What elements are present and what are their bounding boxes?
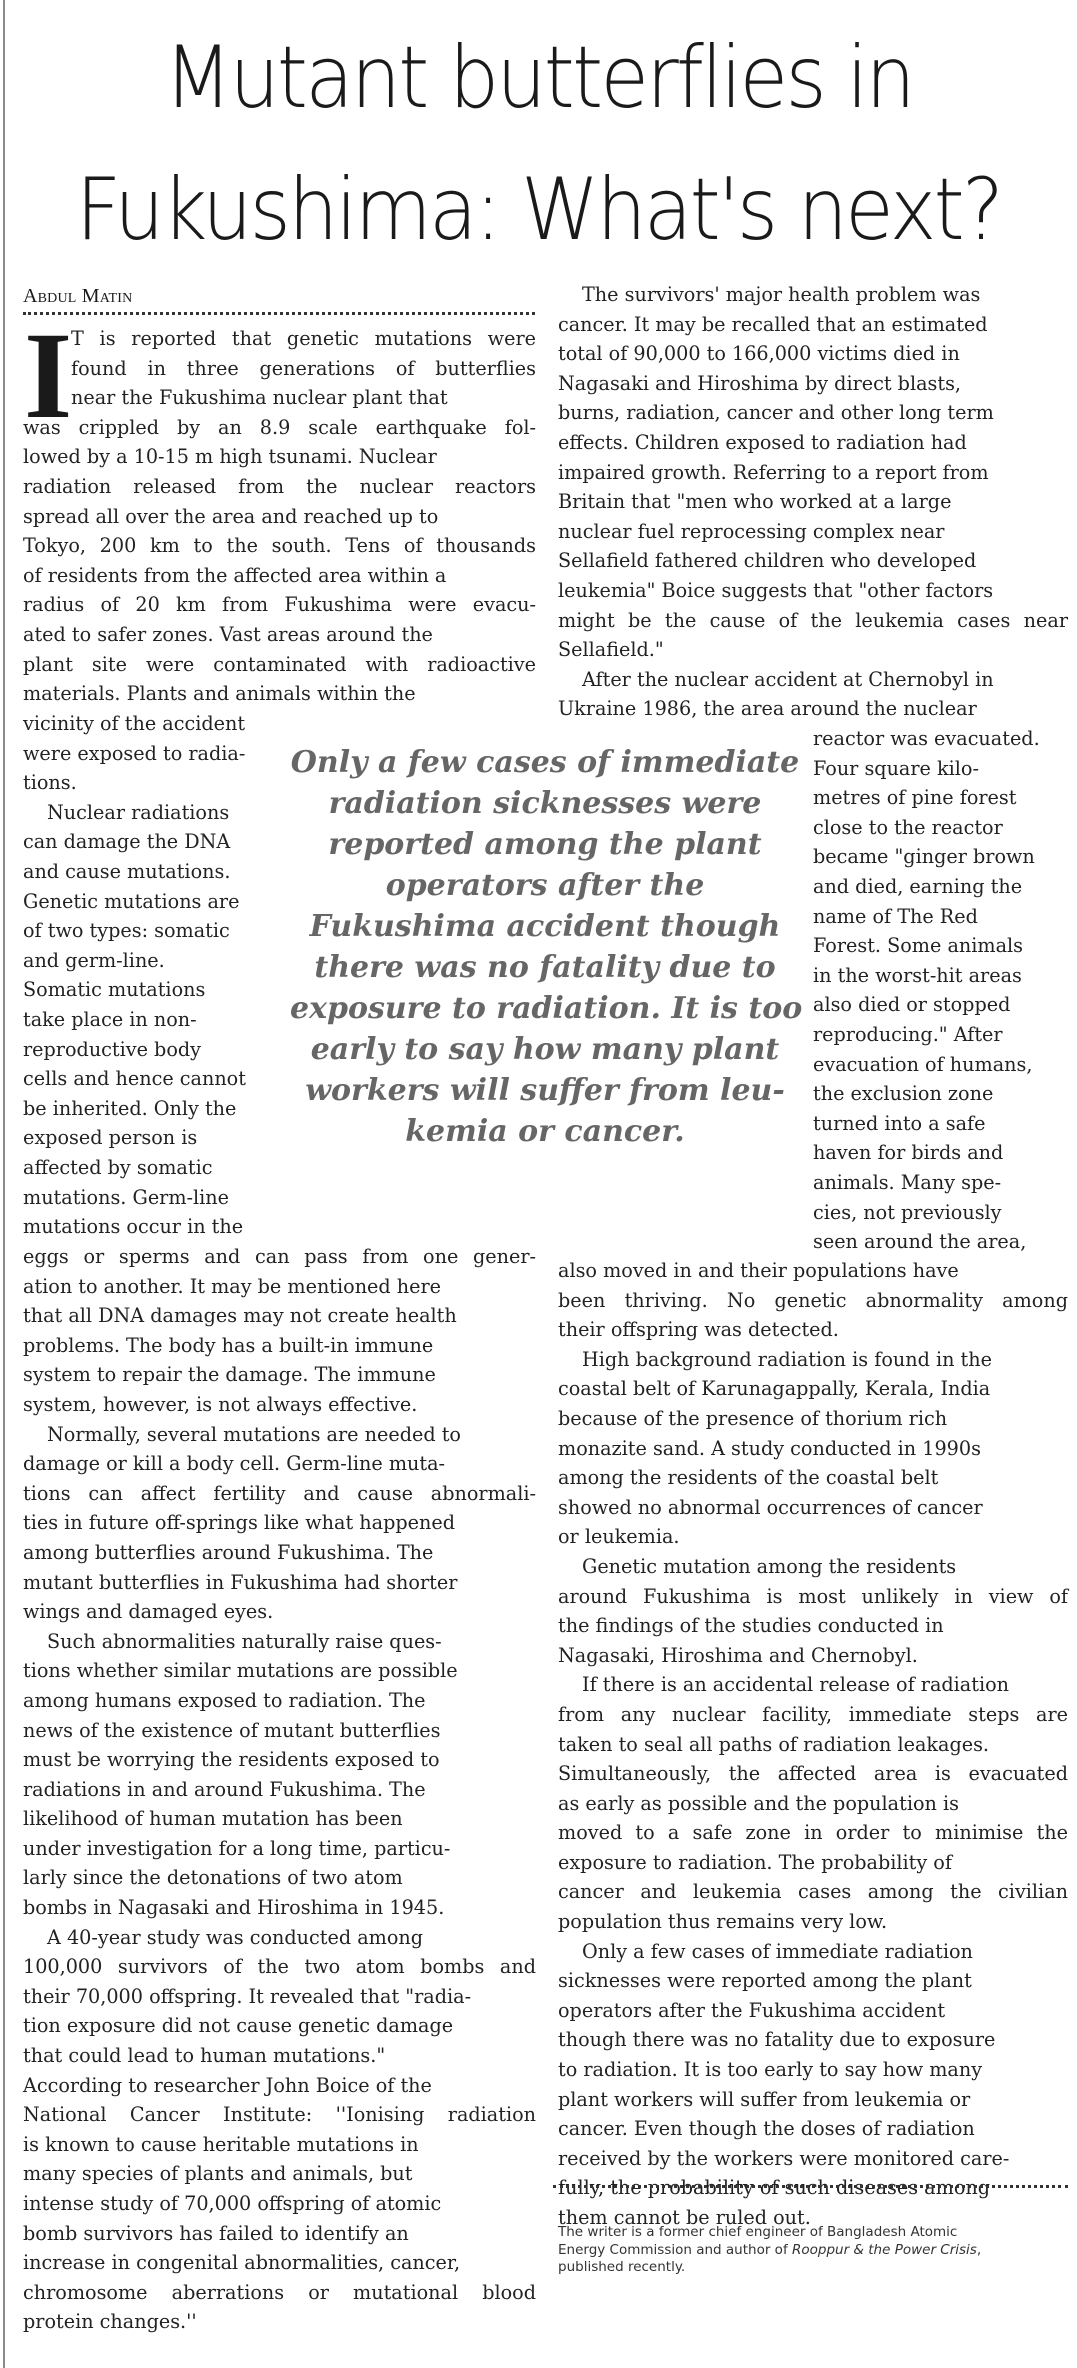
- text-line: chromosome aberrations or mutational blood: [23, 2280, 536, 2304]
- text-line: system to repair the damage. The immune: [23, 1363, 436, 1387]
- text-line: among the residents of the coastal belt: [558, 1466, 939, 1490]
- text-line: If there is an accidental release of radiation: [582, 1673, 1009, 1697]
- pull-quote-line: operators after the: [385, 868, 705, 903]
- text-line: seen around the area,: [813, 1230, 1027, 1254]
- text-line: reproducing." After: [813, 1022, 1003, 1046]
- text-line: lowed by a 10-15 m high tsunami. Nuclear: [23, 445, 437, 469]
- text-line: total of 90,000 to 166,000 victims died in: [558, 342, 960, 366]
- headline-line-1: Mutant butterflies in: [164, 28, 913, 128]
- text-line: increase in congenital abnormalities, cancer,: [23, 2251, 461, 2275]
- author-footnote: [558, 2224, 1068, 2277]
- text-line: radiation released from the nuclear reactors: [23, 474, 536, 498]
- text-line: mutations. Germ-line: [23, 1185, 230, 1209]
- text-line: of two types: somatic: [23, 919, 230, 943]
- column-2-top: [558, 280, 1068, 724]
- text-line: High background radiation is found in the: [582, 1347, 992, 1371]
- text-line: the exclusion zone: [813, 1082, 994, 1106]
- text-line: cies, not previously: [813, 1200, 1002, 1224]
- text-line: coastal belt of Karunagappally, Kerala, India: [558, 1377, 991, 1401]
- text-line: as early as possible and the population is: [558, 1791, 959, 1815]
- pull-quote-line: reported among the plant: [328, 827, 762, 862]
- text-line: around Fukushima is most unlikely in view of: [558, 1584, 1068, 1608]
- headline-line-2: Fukushima: What's next?: [75, 160, 1002, 260]
- text-line: radiations in and around Fukushima. The: [23, 1777, 426, 1801]
- text-line: Ukraine 1986, the area around the nuclear: [558, 697, 977, 721]
- text-line: were exposed to radia-: [23, 741, 246, 765]
- text-line: name of The Red: [813, 904, 978, 928]
- text-line: ated to safer zones. Vast areas around the: [23, 622, 433, 646]
- text-line: Britain that "men who worked at a large: [558, 490, 952, 514]
- text-line: also moved in and their populations have: [558, 1259, 959, 1282]
- text-line: and germ-line.: [23, 948, 165, 972]
- page-left-rule: [3, 0, 5, 2368]
- text-line: fully, the probability of such diseases among: [558, 2176, 991, 2200]
- text-line: vicinity of the accident: [23, 712, 246, 735]
- text-line: news of the existence of mutant butterflies: [23, 1718, 441, 1742]
- text-line: tion exposure did not cause genetic damage: [23, 2014, 454, 2038]
- text-line: Sellafield fathered children who developed: [558, 549, 977, 573]
- text-line: likelihood of human mutation has been: [23, 1807, 403, 1831]
- text-line: can damage the DNA: [23, 830, 231, 854]
- text-line: exposure to radiation. The probability of: [558, 1850, 952, 1874]
- text-line: mutations occur in the: [23, 1215, 244, 1239]
- text-line: in the worst-hit areas: [813, 963, 1022, 987]
- text-line: Forest. Some animals: [813, 934, 1023, 958]
- text-line: After the nuclear accident at Chernobyl in: [582, 667, 994, 691]
- text-line: among humans exposed to radiation. The: [23, 1688, 426, 1712]
- text-line: them cannot be ruled out.: [558, 2206, 811, 2229]
- column-1-bottom: [23, 1242, 536, 2337]
- text-line: or leukemia.: [558, 1525, 680, 1549]
- text-line: affected by somatic: [23, 1155, 213, 1179]
- text-line: effects. Children exposed to radiation had: [558, 430, 967, 454]
- text-line: wings and damaged eyes.: [23, 1600, 274, 1624]
- text-line: burns, radiation, cancer and other long term: [558, 401, 994, 425]
- pull-quote-line: early to say how many plant: [310, 1032, 780, 1067]
- text-line: system, however, is not always effective.: [23, 1392, 418, 1416]
- text-line: that all DNA damages may not create health: [23, 1304, 457, 1328]
- text-line: sicknesses were reported among the plant: [558, 1969, 972, 1993]
- footnote-line: The writer is a former chief engineer of Bangladesh Atomic: [558, 2224, 958, 2240]
- text-line: radius of 20 km from Fukushima were evacu-: [23, 593, 536, 617]
- text-line: to radiation. It is too early to say how many: [558, 2058, 983, 2082]
- text-line: materials. Plants and animals within the: [23, 682, 416, 706]
- text-line: taken to seal all paths of radiation leakages.: [558, 1732, 990, 1756]
- pull-quote-line: Fukushima accident though: [309, 909, 781, 944]
- text-line: be inherited. Only the: [23, 1096, 237, 1120]
- text-line: might be the cause of the leukemia cases near: [558, 608, 1068, 632]
- text-line: must be worrying the residents exposed to: [23, 1748, 440, 1772]
- footnote-text: Energy Commission and author of: [558, 2241, 792, 2258]
- byline: Abdul Matin: [23, 285, 133, 307]
- text-line: Tokyo, 200 km to the south. Tens of thousands: [23, 534, 536, 558]
- text-line: Genetic mutation among the residents: [582, 1554, 957, 1578]
- text-line: Four square kilo-: [813, 756, 979, 780]
- text-line: spread all over the area and reached up to: [23, 504, 439, 528]
- text-line: their offspring was detected.: [558, 1318, 839, 1342]
- text-line: nuclear fuel reprocessing complex near: [558, 519, 945, 543]
- headline: [43, 12, 1034, 276]
- text-line: reproductive body: [23, 1037, 202, 1061]
- text-line: 100,000 survivors of the two atom bombs and: [23, 1955, 536, 1979]
- footnote-line: published recently.: [558, 2259, 686, 2275]
- column-1-top: [23, 307, 536, 709]
- text-line: Somatic mutations: [23, 978, 206, 1002]
- text-line: is known to cause heritable mutations in: [23, 2132, 419, 2156]
- text-line: eggs or sperms and can pass from one gener-: [23, 1245, 536, 1268]
- text-line: cancer. Even though the doses of radiation: [558, 2117, 975, 2141]
- text-line: plant site were contaminated with radioactive: [23, 652, 536, 676]
- text-line: close to the reactor: [813, 815, 1003, 839]
- book-title: Rooppur & the Power Crisis: [792, 2241, 977, 2258]
- text-line: According to researcher John Boice of the: [23, 2073, 432, 2097]
- text-line: moved to a safe zone in order to minimise the: [558, 1821, 1068, 1845]
- column-2-narrow: [813, 724, 1075, 1257]
- text-line: and cause mutations.: [23, 859, 231, 883]
- text-line: though there was no fatality due to exposure: [558, 2028, 996, 2052]
- text-line: found in three generations of butterflies: [71, 356, 536, 380]
- column-1-narrow: [23, 709, 283, 1242]
- text-line: under investigation for a long time, particu-: [23, 1836, 451, 1860]
- text-line: tions whether similar mutations are possible: [23, 1659, 458, 1683]
- text-line: T is reported that genetic mutations were: [71, 327, 536, 350]
- drop-cap: I: [24, 307, 73, 444]
- text-line: the findings of the studies conducted in: [558, 1614, 944, 1638]
- text-line: Nagasaki and Hiroshima by direct blasts,: [558, 371, 962, 395]
- text-line: protein changes.'': [23, 2310, 197, 2334]
- text-line: because of the presence of thorium rich: [558, 1406, 948, 1430]
- text-line: Normally, several mutations are needed to: [47, 1422, 461, 1446]
- text-line: ation to another. It may be mentioned here: [23, 1274, 442, 1298]
- text-line: Sellafield.": [558, 638, 664, 662]
- text-line: reactor was evacuated.: [813, 727, 1040, 750]
- text-line: among butterflies around Fukushima. The: [23, 1540, 434, 1564]
- pull-quote-line: kemia or cancer.: [405, 1114, 685, 1149]
- text-line: monazite sand. A study conducted in 1990s: [558, 1436, 981, 1460]
- text-line: problems. The body has a built-in immune: [23, 1333, 434, 1357]
- text-line: from any nuclear facility, immediate steps are: [558, 1702, 1068, 1726]
- text-line: near the Fukushima nuclear plant that: [71, 386, 448, 410]
- text-line: showed no abnormal occurrences of cancer: [558, 1495, 983, 1519]
- footnote-divider: [553, 2185, 1068, 2188]
- text-line: larly since the detonations of two atom: [23, 1866, 403, 1890]
- text-line: Nagasaki, Hiroshima and Chernobyl.: [558, 1643, 918, 1667]
- text-line: their 70,000 offspring. It revealed that "radia-: [23, 1984, 472, 2008]
- text-line: Simultaneously, the affected area is evacuated: [558, 1762, 1068, 1786]
- byline-divider: [23, 312, 535, 315]
- text-line: also died or stopped: [813, 993, 1011, 1017]
- text-line: take place in non-: [23, 1007, 197, 1031]
- text-line: A 40-year study was conducted among: [47, 1925, 424, 1949]
- text-line: Only a few cases of immediate radiation: [582, 1939, 973, 1963]
- text-line: mutant butterflies in Fukushima had shorter: [23, 1570, 458, 1594]
- footnote-text: ,: [976, 2241, 982, 2258]
- text-line: Nuclear radiations: [47, 800, 230, 824]
- text-line: many species of plants and animals, but: [23, 2162, 413, 2186]
- text-line: plant workers will suffer from leukemia or: [558, 2087, 971, 2111]
- text-line: Genetic mutations are: [23, 889, 240, 913]
- text-line: population thus remains very low.: [558, 1910, 888, 1934]
- text-line: metres of pine forest: [813, 786, 1017, 810]
- text-line: Such abnormalities naturally raise ques-: [47, 1629, 442, 1653]
- text-line: damage or kill a body cell. Germ-line muta-: [23, 1452, 446, 1476]
- text-line: exposed person is: [23, 1126, 198, 1150]
- text-line: bomb survivors has failed to identify an: [23, 2221, 409, 2245]
- text-line: of residents from the affected area within a: [23, 563, 447, 587]
- footnote-line: [558, 2242, 1068, 2260]
- text-line: been thriving. No genetic abnormality among: [558, 1288, 1068, 1312]
- text-line: leukemia" Boice suggests that "other factors: [558, 578, 994, 602]
- pull-quote-line: exposure to radiation. It is too: [290, 991, 803, 1026]
- text-line: cells and hence cannot: [23, 1067, 246, 1091]
- text-line: received by the workers were monitored care-: [558, 2146, 1010, 2170]
- text-line: cancer. It may be recalled that an estimated: [558, 312, 988, 336]
- pull-quote-line: Only a few cases of immediate: [290, 745, 800, 780]
- text-line: was crippled by an 8.9 scale earthquake fol-: [23, 415, 536, 439]
- pull-quote-line: workers will suffer from leu-: [305, 1073, 785, 1108]
- text-line: that could lead to human mutations.": [23, 2044, 386, 2068]
- text-line: National Cancer Institute: ''Ionising radiation: [23, 2103, 536, 2127]
- pull-quote-line: there was no fatality due to: [314, 950, 776, 985]
- text-line: tions.: [23, 771, 77, 795]
- text-line: cancer and leukemia cases among the civilian: [558, 1880, 1068, 1904]
- text-line: evacuation of humans,: [813, 1052, 1033, 1076]
- text-line: bombs in Nagasaki and Hiroshima in 1945.: [23, 1896, 445, 1920]
- text-line: operators after the Fukushima accident: [558, 1998, 946, 2022]
- text-line: haven for birds and: [813, 1141, 1004, 1165]
- column-2-bottom: [558, 1256, 1068, 2233]
- text-line: The survivors' major health problem was: [582, 283, 981, 306]
- text-line: impaired growth. Referring to a report from: [558, 460, 989, 484]
- text-line: became "ginger brown: [813, 845, 1035, 869]
- text-line: turned into a safe: [813, 1111, 986, 1135]
- text-line: animals. Many spe-: [813, 1170, 1002, 1194]
- pull-quote-line: radiation sicknesses were: [328, 786, 762, 821]
- text-line: ties in future off-springs like what happened: [23, 1511, 455, 1535]
- text-line: tions can affect fertility and cause abnormali-: [23, 1481, 536, 1505]
- text-line: intense study of 70,000 offspring of atomic: [23, 2192, 442, 2215]
- pull-quote: [290, 742, 803, 1152]
- text-line: and died, earning the: [813, 874, 1023, 898]
